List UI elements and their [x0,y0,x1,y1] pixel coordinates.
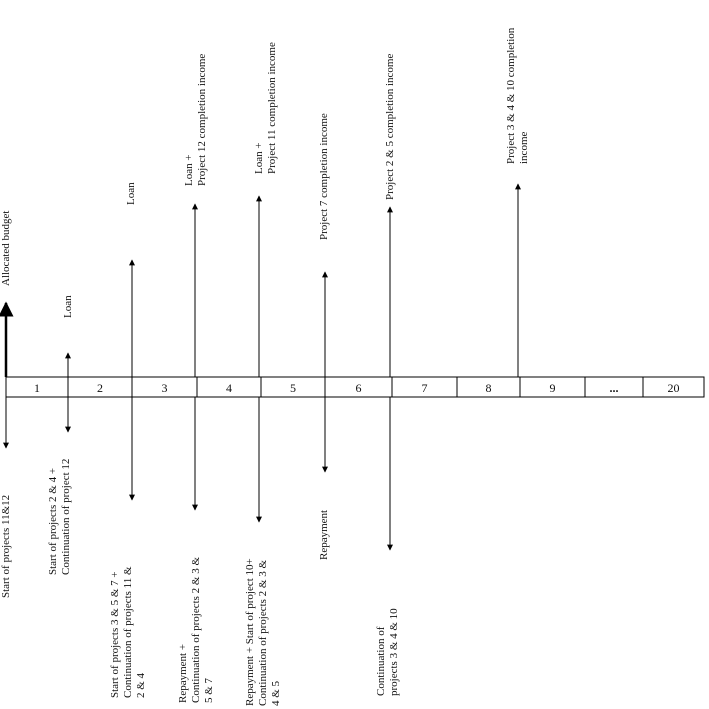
period-2-label: 2 [97,381,103,395]
outflow-label-line: Start of projects 2 & 4 + [47,467,59,575]
period-3-label: 3 [161,381,168,395]
inflow-label-line: Loan + [183,154,195,186]
inflow-label-loan-project-11-income [253,42,278,174]
inflow-label-loan-period-3 [125,182,137,205]
outflow-label-start-projects-11-12 [0,495,12,598]
period-10-label: ... [609,381,619,395]
inflow-label-line: Loan [125,182,137,205]
inflow-label-project-2-5-income [384,54,396,200]
inflow-label-loan-period-2 [62,295,74,318]
outflow-label-repayment [318,510,330,560]
inflow-label-line: Allocated budget [0,210,12,286]
inflow-label-loan-project-12-income [183,54,208,186]
outflow-label-line: Repayment [318,509,330,560]
outflow-label-line: Continuation of projects 2 & 3 & [257,559,269,706]
inflow-label-line: Project 11 completion income [266,42,278,174]
outflow-label-line: projects 3 & 4 & 10 [388,608,400,696]
inflow-label-line: Project 12 completion income [196,53,208,186]
inflow-label-line: income [518,131,530,164]
period-8-label: 8 [485,381,492,395]
period-7-label: 7 [421,381,428,395]
outflow-label-line: Continuation of projects 11 & [122,566,134,698]
outflow-label-line: Continuation of [375,626,387,696]
period-9-label: 9 [549,381,556,395]
outflow-label-line: Start of projects 11&12 [0,494,12,598]
outflow-label-line: 5 & 7 [203,677,215,703]
outflow-label-line: Continuation of project 12 [60,458,72,575]
inflow-label-project-3-4-10-income [505,27,530,164]
outflow-label-line: 2 & 4 [135,672,147,698]
period-11-label: 20 [667,381,680,395]
outflow-label-line: Continuation of projects 2 & 3 & [190,556,202,703]
period-1-label: 1 [34,381,40,395]
inflow-label-line: Project 7 completion income [318,113,330,240]
outflow-label-start-projects-3-5-7 [109,566,147,698]
outflow-label-line: Start of projects 3 & 5 & 7 + [109,571,121,698]
outflow-label-repayment-start-project-10 [244,558,282,706]
period-4-label: 4 [226,381,232,395]
outflow-label-repayment-continuation-2-3-5-7 [177,557,215,703]
outflow-label-line: 4 & 5 [270,680,282,706]
inflow-label-line: Project 2 & 5 completion income [384,53,396,200]
inflow-label-line: Project 3 & 4 & 10 completion [505,27,517,164]
outflow-label-line: Repayment + Start of project 10+ [244,558,256,706]
outflow-label-continuation-3-4-10 [375,608,400,696]
inflow-label-line: Loan [62,295,74,318]
inflow-label-line: Loan + [253,142,265,174]
inflow-label-allocated-budget [0,211,12,286]
period-5-label: 5 [290,381,296,395]
outflow-label-start-projects-2-4 [47,459,72,575]
inflow-label-project-7-income [318,113,330,240]
period-6-label: 6 [355,381,362,395]
outflow-label-line: Repayment + [177,643,189,703]
